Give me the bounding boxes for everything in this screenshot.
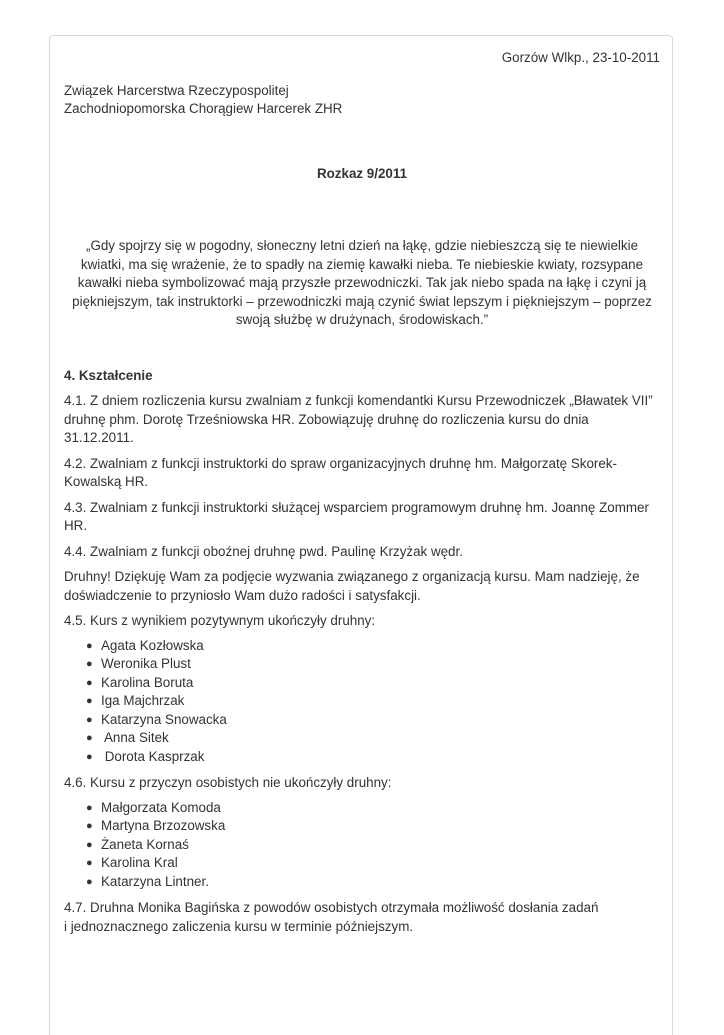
bullet-icon: ● [86, 639, 93, 652]
bullet-icon: ● [86, 838, 93, 851]
bullet-icon: ● [86, 750, 93, 763]
place-date: Gorzów Wlkp., 23-10-2011 [501, 50, 660, 65]
list-item-text: Martyna Brzozowska [101, 818, 226, 833]
list-item [86, 799, 660, 818]
paragraph-4-7-line-1: 4.7. Druhna Monika Bagińska z powodów osobistych otrzymała możliwość dosłania zadań [64, 900, 599, 915]
list-item [86, 711, 660, 730]
list-item [86, 655, 660, 674]
bullet-icon: ● [86, 857, 93, 869]
list-item [86, 873, 660, 892]
paragraph-4-6: 4.6. Kursu z przyczyn osobistych nie ukończyły druhny: [64, 775, 392, 790]
document-page [49, 35, 673, 1035]
quote-paragraph: „Gdy spojrzy się w pogodny, słoneczny letni dzień na łąkę, gdzie niebieszczą się te niewielkie kwiatki, ma się wrażenie, że to spadły na ziemię kawałki nieba. Te niebieskie kwiaty, rozsypane kawałki nieba symbolizować mają przyszłe przewodniczki. Tak jak niebo spada na łąkę i czyni ją piękniejszym, tak instruktorki – przewodniczki mają czynić świat lepszym i piękniejszym – poprzez swoją służbę w drużynach, środowiskach.” [72, 238, 652, 327]
paragraph-4-5: 4.5. Kurs z wynikiem pozytywnym ukończyły druhny: [64, 613, 376, 628]
paragraph-4-7 [64, 899, 660, 936]
list-item-text: Weronika Plust [101, 656, 191, 671]
list-item [86, 729, 660, 748]
list-item [86, 854, 660, 873]
banner-name: Zachodniopomorska Chorągiew Harcerek ZHR [64, 101, 343, 116]
document-content [64, 49, 660, 936]
bullet-icon: ● [86, 875, 93, 888]
list-item-text: Agata Kozłowska [101, 637, 204, 653]
list-item-text: Małgorzata Komoda [101, 799, 221, 815]
bullet-icon: ● [86, 713, 93, 726]
passed-list [64, 637, 660, 767]
list-item [86, 817, 660, 836]
bullet-icon: ● [86, 801, 93, 814]
organization-name: Związek Harcerstwa Rzeczypospolitej [64, 82, 289, 98]
list-item [86, 692, 660, 711]
list-item-text: Karolina Boruta [101, 674, 194, 690]
organization-header [64, 82, 660, 119]
bullet-icon: ● [86, 695, 93, 707]
order-title: Rozkaz 9/2011 [316, 165, 408, 181]
list-item-text: Dorota Kasprzak [101, 748, 205, 764]
list-item-text: Żaneta Kornaś [101, 836, 189, 852]
list-item [86, 748, 660, 767]
bullet-icon: ● [86, 820, 93, 832]
thanks-paragraph: Druhny! Dziękuję Wam za podjęcie wyzwania związanego z organizacją kursu. Mam nadzieję, że doświadczenie to przyniosło Wam dużo radości i satysfakcji. [64, 569, 640, 603]
paragraph-4-4: 4.4. Zwalniam z funkcji oboźnej druhnę pwd. Paulinę Krzyżak wędr. [64, 543, 463, 559]
bullet-icon: ● [86, 732, 93, 744]
not-passed-list [64, 799, 660, 892]
paragraph-4-2: 4.2. Zwalniam z funkcji instruktorki do spraw organizacyjnych druhnę hm. Małgorzatę Skorek-Kowalską HR. [64, 455, 617, 489]
list-item [86, 836, 660, 855]
list-item-text: Iga Majchrzak [101, 693, 185, 708]
bullet-icon: ● [86, 658, 93, 670]
list-item-text: Karolina Kral [101, 855, 178, 870]
list-item-text: Katarzyna Lintner. [101, 873, 209, 889]
section-heading: 4. Kształcenie [64, 367, 153, 383]
paragraph-4-3: 4.3. Zwalniam z funkcji instruktorki służącej wsparciem programowym druhnę hm. Joannę Zommer HR. [64, 499, 649, 533]
paragraph-4-1: 4.1. Z dniem rozliczenia kursu zwalniam z funkcji komendantki Kursu Przewodniczek „Bławatek VII” druhnę phm. Dorotę Trześniowska HR. Zobowiązuję druhnę do rozliczenia kursu do dnia 31.12.2011. [64, 393, 653, 445]
list-item-text: Katarzyna Snowacka [101, 711, 227, 727]
paragraph-4-7-line-2: i jednoznacznego zaliczenia kursu w terminie późniejszym. [64, 918, 414, 934]
bullet-icon: ● [86, 676, 93, 689]
list-item-text: Anna Sitek [101, 730, 169, 745]
list-item [86, 637, 660, 656]
list-item [86, 674, 660, 693]
